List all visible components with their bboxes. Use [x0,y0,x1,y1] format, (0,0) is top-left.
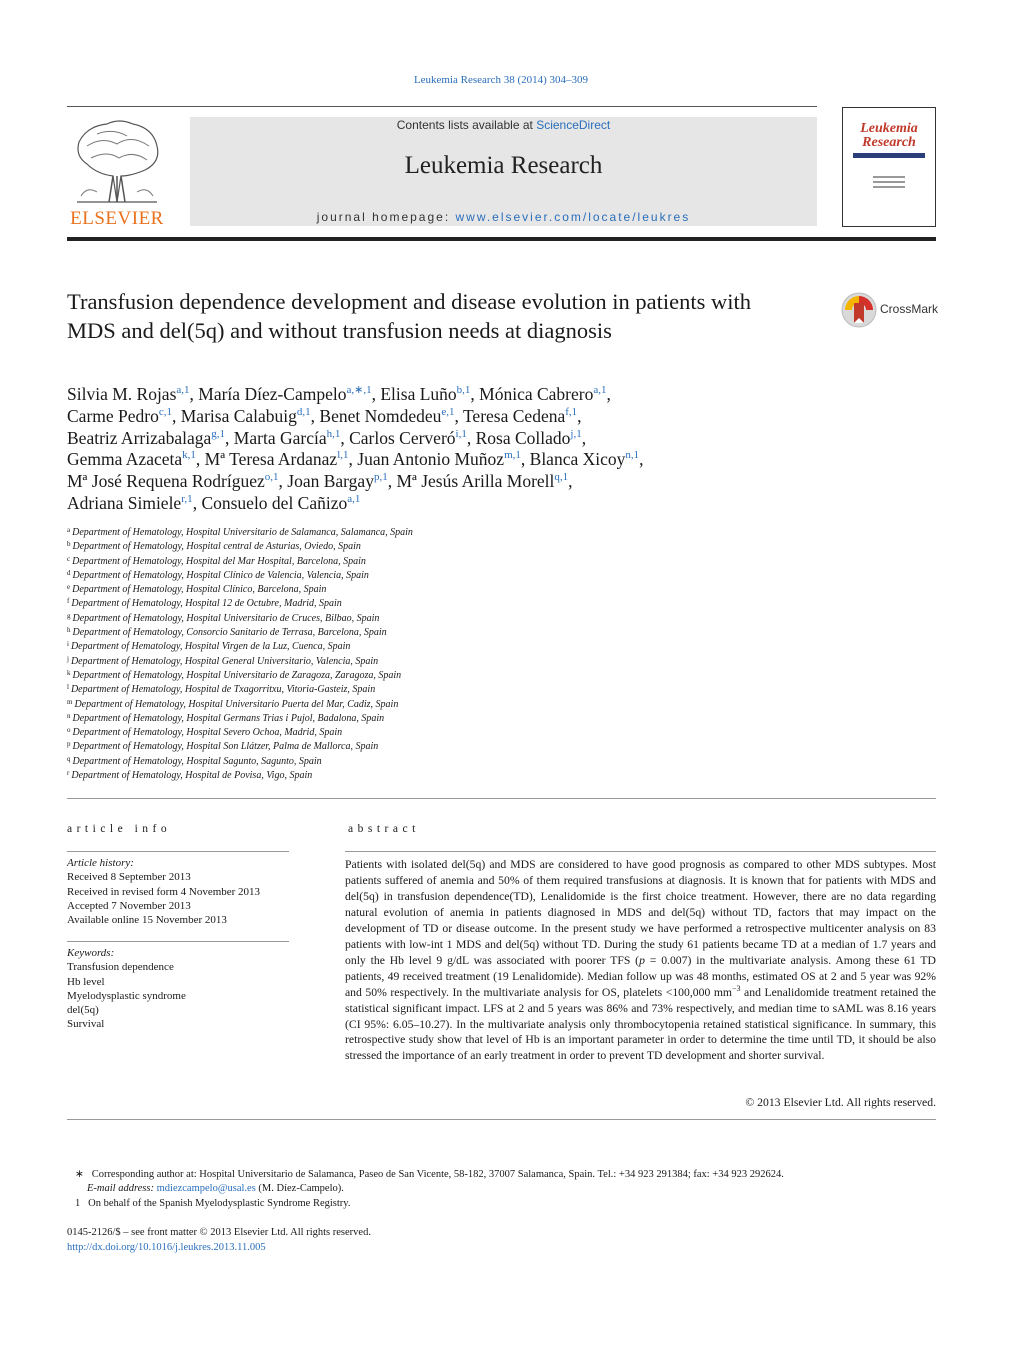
affiliation-list [67,526,767,783]
affiliation [67,769,767,783]
author-separator: , [520,449,530,470]
author-name: Mª Teresa Ardanaz [204,449,338,470]
keyword: del(5q) [67,1004,99,1017]
footnotes [67,1168,936,1211]
email-line [67,1182,936,1196]
affiliation-text: Department of Hematology, Hospital Son Llátzer, Palma de Mallorca, Spain [72,741,379,753]
corresponding-author-note [67,1168,936,1182]
affiliation [67,726,767,740]
affiliation [67,698,767,712]
affiliation-text: Department of Hematology, Hospital de Povisa, Vigo, Spain [71,770,313,782]
author-name: Marta García [233,427,327,448]
affiliation [67,655,767,669]
affiliation [67,583,767,597]
author[interactable] [205,449,358,469]
affiliation-key: n [67,711,71,720]
affiliation-text: Department of Hematology, Hospital Germans Trias i Pujol, Badalona, Spain [72,712,385,724]
author-affiliation-marker[interactable]: p,1 [373,471,388,484]
author-separator: , [278,471,288,492]
affiliation-text: Department of Hematology, Hospital Universitario de Zaragoza, Zaragoza, Spain [72,669,402,681]
author-affiliation-marker[interactable]: i,1 [455,427,467,440]
affiliation-text: Department of Hematology, Hospital Clínico de Valencia, Valencia, Spain [72,569,369,581]
author-separator: , [192,492,202,513]
affiliation-key: k [67,668,71,677]
affiliation-key: l [67,683,69,692]
divider [67,851,289,852]
affiliation [67,597,767,611]
author-name: Mª Jesús Arilla Morell [396,471,555,492]
author-separator: , [466,427,476,448]
affiliation-text: Department of Hematology, Hospital Universitario Puerta del Mar, Cadiz, Spain [74,698,399,710]
author-name: Mónica Cabrero [479,384,594,404]
author-affiliation-marker[interactable]: m,1 [504,449,521,462]
author-name: Silvia M. Rojas [67,384,177,404]
author-affiliation-marker[interactable]: o,1 [264,471,279,484]
cover-text-lines [873,176,905,191]
affiliation-text: Department of Hematology, Hospital Clínico, Barcelona, Spain [72,584,327,596]
author-affiliation-marker[interactable]: g,1 [211,427,226,440]
author-affiliation-marker[interactable]: n,1 [625,449,640,462]
author[interactable] [396,471,572,491]
affiliation-key: r [67,769,70,778]
article-history [67,856,297,927]
author-affiliation-marker[interactable]: f,1 [565,405,578,418]
footnote-marker: 1 [75,1197,81,1209]
affiliation-key: h [67,626,71,635]
exponent: −3 [732,983,741,993]
author[interactable] [530,449,644,469]
author[interactable] [357,449,529,469]
keywords-label: Keywords: [67,947,115,959]
keyword: Transfusion dependence [67,961,174,974]
author[interactable] [198,384,380,404]
affiliation [67,569,767,583]
affiliation-key: p [67,740,71,749]
author-separator: , [195,449,205,470]
keyword: Myelodysplastic syndrome [67,989,186,1002]
article-title: Transfusion dependence development and disease evolution in patients with MDS and del(5q) and without transfusion needs at diagnosis [67,289,752,343]
affiliation-key: m [67,697,73,706]
journal-citation[interactable]: Leukemia Research 38 (2014) 304–309 [413,74,589,86]
author-name: Rosa Collado [475,427,571,448]
affiliation-text: Department of Hematology, Hospital Universitario de Salamanca, Salamanca, Spain [72,527,413,538]
abstract-segment: Patients with isolated del(5q) and MDS are considered to have good prognosis as compared to other MDS subtypes. Most patients suffered of anemia and 50% of them required transfusions at diagnosis. It is known that for patients with MDS and del(5q) in transfusion dependence(TD), Lenalidomide is the first choice treatment. However, there are no data regarding natural evolution of anemia in patients diagnosed in MDS and del(5q) without TD, factors that may impact on the development of TD or disease outcome. In the present study we have performed a retrospective multicenter analysis on 83 patients with low-int 1 MDS and del(5q) without TD. During the study 61 patients became TD at a median of 1.7 years and only the Hb level 9 g/dL was associated with poorer TFS ( [345,858,936,967]
author-name: Gemma Azaceta [67,449,183,470]
cover-title-line1: Leukemia [860,121,918,136]
author[interactable] [287,471,396,491]
author[interactable] [181,406,320,426]
author-name: María Díez-Campelo [198,384,347,404]
history-item: Accepted 7 November 2013 [67,899,191,912]
author-name: Adriana Simiele [67,492,182,513]
author[interactable] [67,471,287,491]
affiliation [67,612,767,626]
keywords [67,946,297,1032]
doi-link[interactable]: http://dx.doi.org/10.1016/j.leukres.2013.11.005 [67,1241,266,1253]
affiliation [67,626,767,640]
author-name: Teresa Cedena [462,405,566,426]
author-name: Juan Antonio Muñoz [357,449,505,470]
author[interactable] [319,406,463,426]
homepage-link[interactable]: www.elsevier.com/locate/leukres [455,210,691,224]
author-name: Consuelo del Cañizo [201,492,348,513]
affiliation-key: j [67,654,69,663]
author-separator: , [371,384,381,404]
footnote-marker: ∗ [75,1169,84,1180]
affiliation-text: Department of Hematology, Hospital Severo Ochoa, Madrid, Spain [72,727,343,739]
abstract-heading: abstract [348,823,420,835]
author[interactable] [201,493,360,513]
author-name: Joan Bargay [287,471,374,492]
author-affiliation-marker[interactable]: a,1 [347,492,361,505]
footnote-text: On behalf of the Spanish Myelodysplastic Syndrome Registry. [88,1197,351,1209]
affiliation [67,526,767,540]
contents-line [190,118,817,132]
header-rule [67,106,817,107]
masthead-rule [67,237,936,241]
author-affiliation-marker[interactable]: a,∗,1 [346,384,372,396]
author-separator: , [189,384,199,404]
author[interactable] [349,428,476,448]
journal-homepage [190,210,817,224]
affiliation-key: e [67,583,71,592]
author-name: Mª José Requena Rodríguez [67,471,265,492]
affiliation [67,683,767,697]
affiliation [67,555,767,569]
homepage-prefix: journal homepage: [316,210,451,224]
email-label: E-mail address: [87,1183,154,1195]
author[interactable] [67,428,234,448]
author-separator: , [310,405,320,426]
author-separator: , [470,384,480,404]
author[interactable] [463,406,582,426]
author-affiliation-marker[interactable]: r,1 [181,492,193,505]
email-link[interactable]: mdiezcampelo@usal.es [156,1183,256,1195]
history-item: Received in revised form 4 November 2013 [67,885,261,898]
affiliation-key: c [67,554,71,563]
author-affiliation-marker[interactable]: l,1 [337,449,349,462]
author-affiliation-marker[interactable]: b,1 [456,384,471,396]
footnote-1 [67,1197,936,1211]
author-separator: , [581,427,587,448]
publisher-name: ELSEVIER [70,208,164,229]
author-separator: , [454,405,463,426]
email-suffix: (M. Díez-Campelo). [258,1183,344,1195]
article-info-heading: article info [67,823,172,835]
cover-subtitle-bar [853,153,925,158]
author[interactable] [67,493,201,513]
author-separator: , [348,449,358,470]
affiliation-text: Department of Hematology, Consorcio Sanitario de Terrasa, Barcelona, Spain [72,627,387,639]
affiliation-text: Department of Hematology, Hospital General Universitario, Valencia, Spain [70,655,379,667]
author-affiliation-marker[interactable]: a,1 [593,384,607,396]
author-affiliation-marker[interactable]: a,1 [176,384,190,396]
author-affiliation-marker[interactable]: e,1 [441,405,455,418]
history-item: Received 8 September 2013 [67,871,191,884]
author-affiliation-marker[interactable]: d,1 [296,405,311,418]
divider [67,798,936,799]
author-separator: , [225,427,234,448]
affiliation-key: a [67,526,71,534]
author-name: Beatriz Arrizabalaga [67,427,212,448]
author-separator: , [172,405,181,426]
author-affiliation-marker[interactable]: j,1 [570,427,582,440]
abstract-text [345,857,936,1064]
affiliation-text: Department of Hematology, Hospital Universitario de Cruces, Bilbao, Spain [72,612,380,624]
affiliation-key: g [67,611,71,620]
divider [67,1119,936,1120]
p-value-symbol: p [639,953,645,967]
author-separator: , [639,449,644,470]
keyword: Survival [67,1018,105,1031]
history-label: Article history: [67,857,134,869]
author-affiliation-marker[interactable]: h,1 [326,427,341,440]
abstract-segment: and Lenalidomide treatment retained the statistical significant impact. LFS at 2 and 5 years was 86% and 73% respectively, and median time to sAML was 8.16 years (CI 95%: 6.05–10.27). In the multivariate analysis only thrombocytopenia retained statistical significance. In summary, this retrospective study show that level of Hb is an important parameter in order to determine the time until TD, it should be also stressed the importance of an early treatment in order to prevent TD development and shorter survival. [345,985,936,1063]
affiliation [67,640,767,654]
divider [345,851,936,852]
author[interactable] [479,384,611,404]
crossmark-icon [840,291,878,329]
author[interactable] [67,384,198,404]
affiliation-text: Department of Hematology, Hospital de Txagorritxu, Vitoria-Gasteiz, Spain [70,684,376,696]
cover-title-line2: Research [862,135,916,150]
crossmark-badge[interactable] [840,290,939,330]
author-name: Carme Pedro [67,405,159,426]
cover-title [843,122,935,150]
affiliation [67,712,767,726]
author[interactable] [67,449,205,469]
affiliation-text: Department of Hematology, Hospital 12 de Octubre, Madrid, Spain [71,598,342,610]
author-name: Blanca Xicoy [529,449,626,470]
divider [67,941,289,942]
author-separator: , [577,405,582,426]
author-name: Marisa Calabuig [180,405,297,426]
author[interactable] [380,384,479,404]
corresponding-text: Corresponding author at: Hospital Universitario de Salamanca, Paseo de San Vicente, 58-182, 37007 Salamanca, Spain. Tel.: +34 923 291384; fax: +34 923 292624. [91,1169,784,1180]
affiliation-text: Department of Hematology, Hospital Virgen de la Luz, Cuenca, Spain [70,641,351,653]
author-separator: , [568,471,573,492]
affiliation-text: Department of Hematology, Hospital central de Asturias, Oviedo, Spain [72,541,361,553]
contents-prefix: Contents lists available at [396,118,533,132]
affiliation [67,669,767,683]
sciencedirect-link[interactable]: ScienceDirect [536,118,611,132]
author-affiliation-marker[interactable]: k,1 [182,449,196,462]
affiliation [67,540,767,554]
affiliation [67,755,767,769]
keyword: Hb level [67,975,105,988]
author-affiliation-marker[interactable]: c,1 [158,405,172,418]
author-list [67,384,937,515]
author[interactable] [234,428,349,448]
affiliation-text: Department of Hematology, Hospital del Mar Hospital, Barcelona, Spain [72,555,366,567]
journal-name: Leukemia Research [404,152,603,179]
affiliation-key: i [67,640,69,649]
front-matter [67,1226,936,1255]
author[interactable] [476,428,586,448]
affiliation-key: d [67,568,71,577]
affiliation [67,740,767,754]
author-separator: , [387,471,397,492]
affiliation-key: b [67,540,71,549]
crossmark-label: CrossMark [880,302,939,316]
author-name: Carlos Cerveró [349,427,456,448]
affiliation-key: q [67,754,71,763]
author-separator: , [606,384,611,404]
affiliation-key: o [67,726,71,735]
author[interactable] [67,406,181,426]
author-separator: , [340,427,350,448]
history-item: Available online 15 November 2013 [67,914,227,927]
affiliation-text: Department of Hematology, Hospital Sagunto, Sagunto, Spain [72,755,322,767]
issn-line: 0145-2126/$ – see front matter © 2013 Elsevier Ltd. All rights reserved. [67,1227,371,1238]
copyright: © 2013 Elsevier Ltd. All rights reserved. [745,1096,936,1109]
abstract-segment: = 0.007) in the multivariate analysis. Among these 61 TD patients, 49 received treatment (19 Lenalidomide). Median follow up was 48 months, estimated OS at 2 and 5 year was 92% and 50% respectively. In the multivariate analysis for OS, platelets <100,000 mm [345,953,936,999]
author-name: Elisa Luño [380,384,457,404]
affiliation-key: f [67,597,70,606]
author-affiliation-marker[interactable]: q,1 [554,471,569,484]
journal-cover-thumbnail[interactable] [842,107,936,227]
author-name: Benet Nomdedeu [319,405,442,426]
